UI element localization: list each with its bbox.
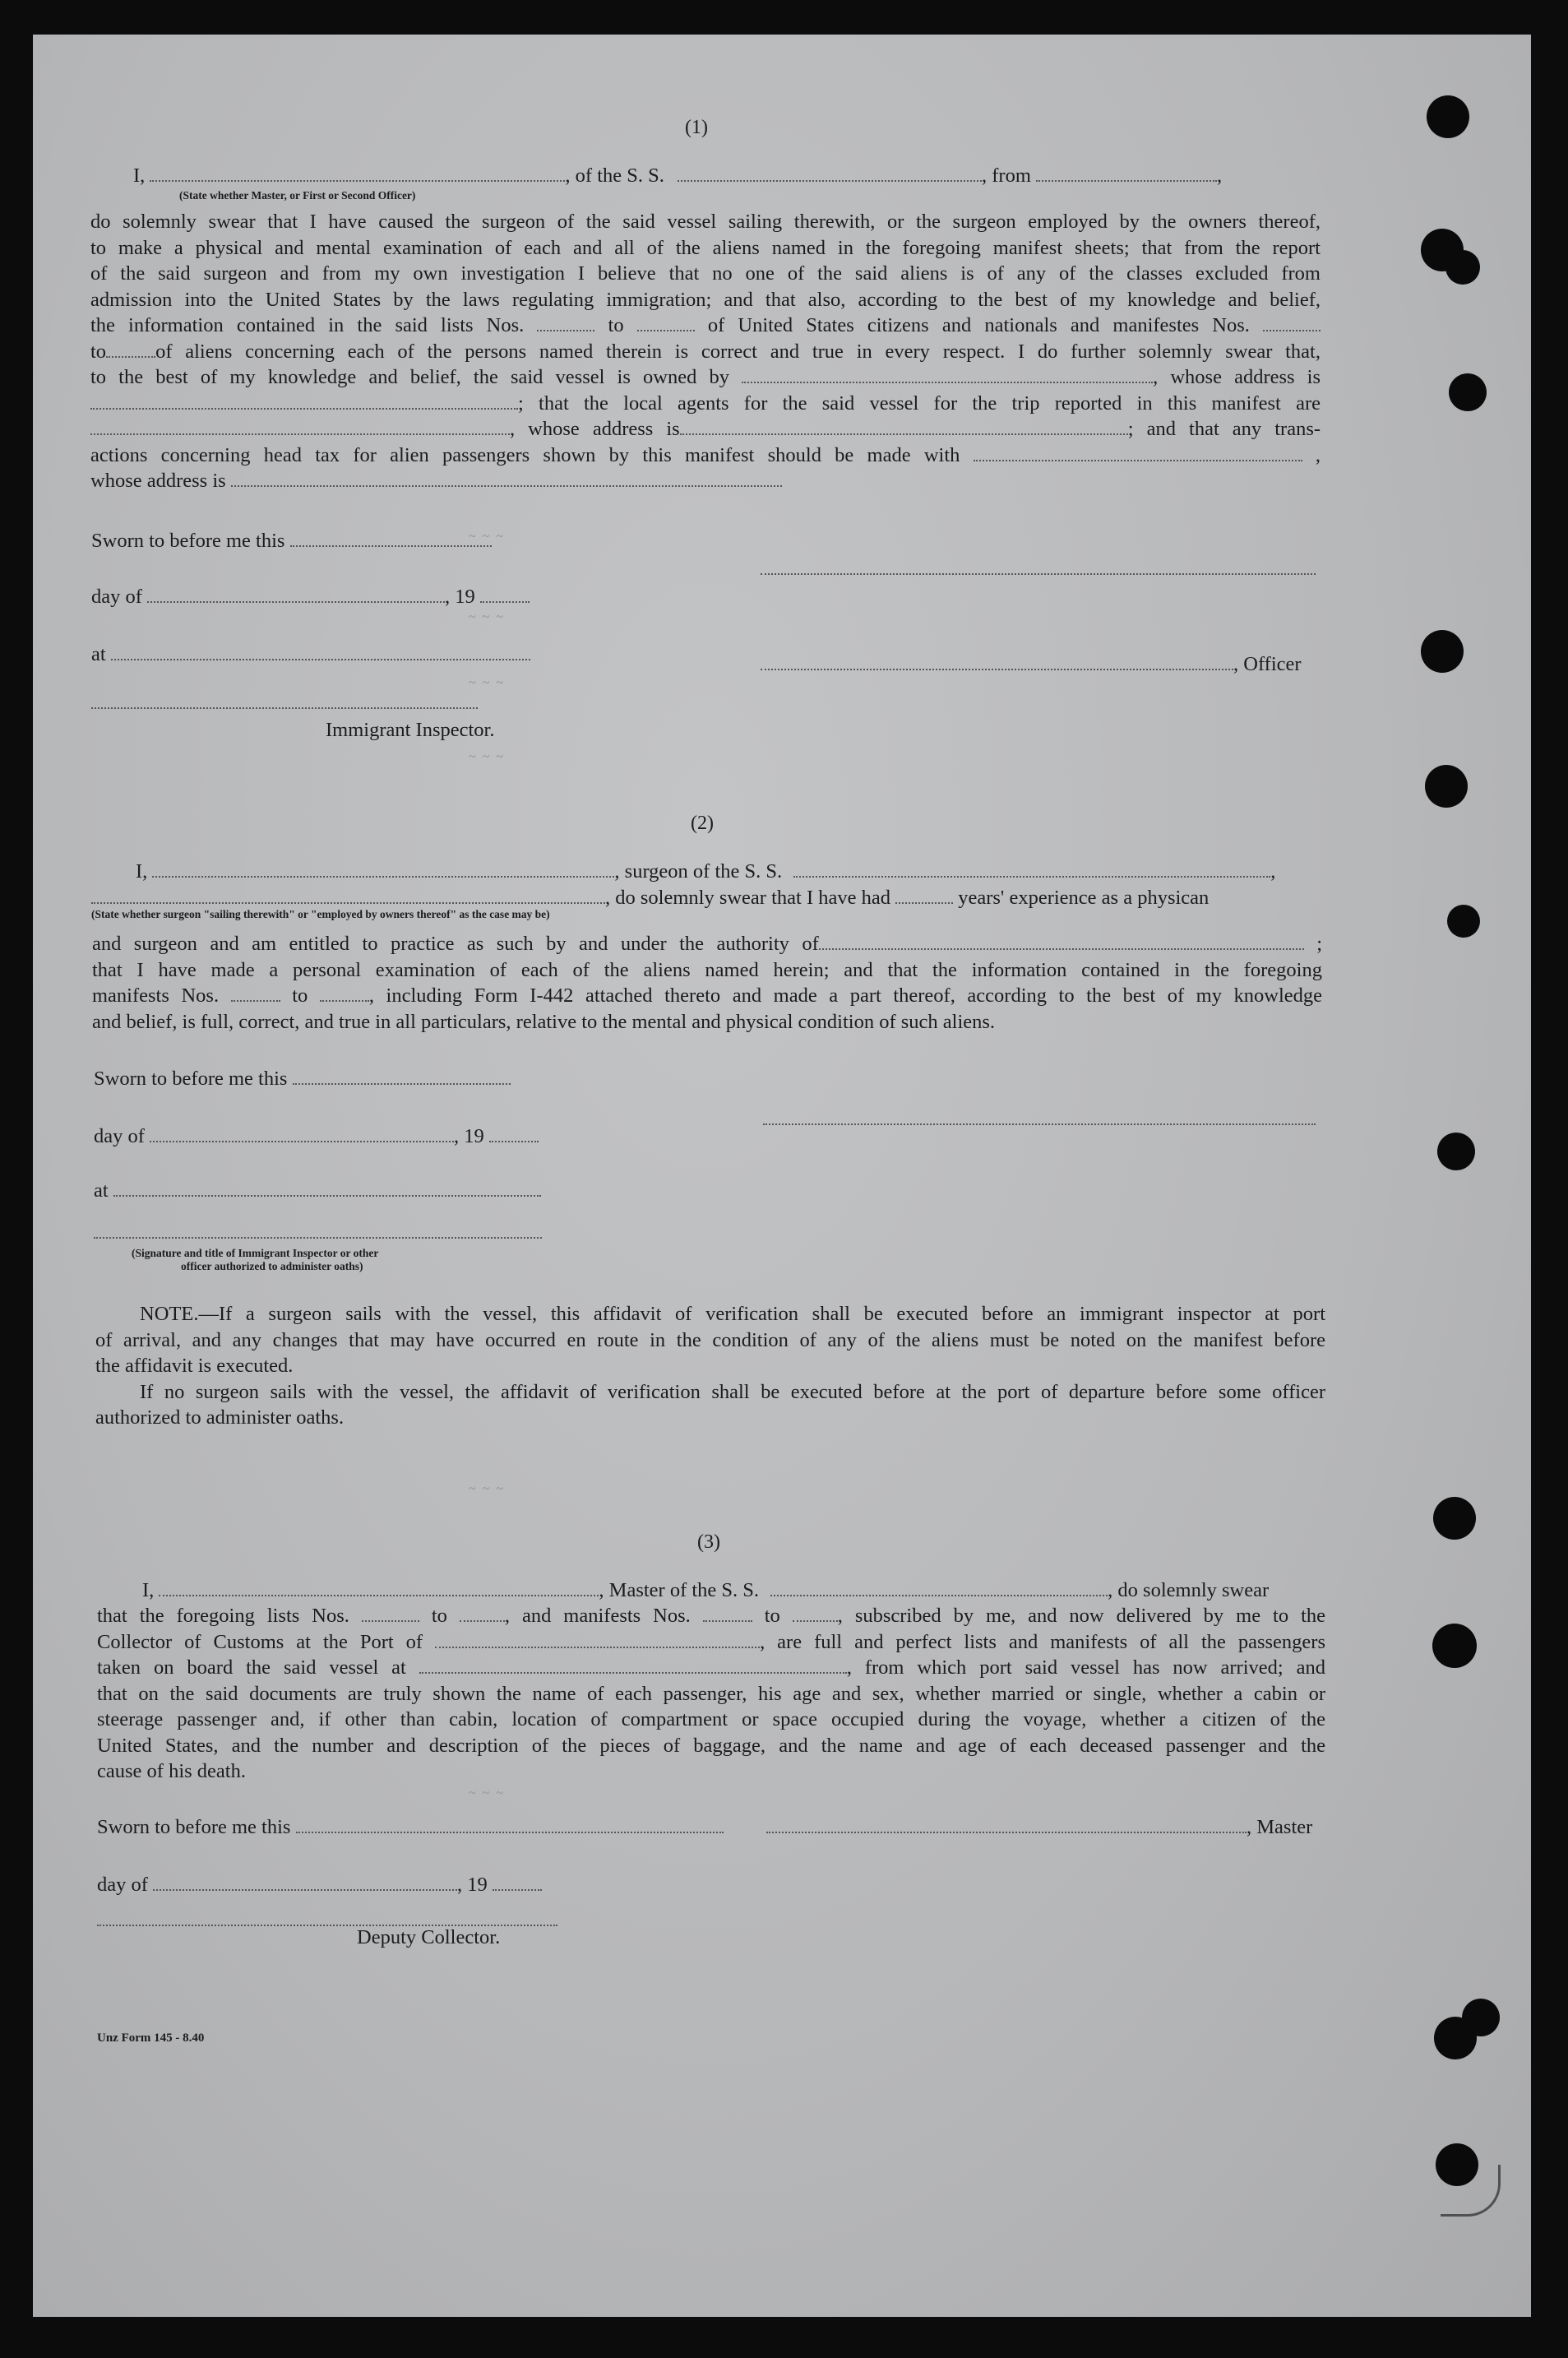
years-field[interactable] xyxy=(895,887,953,904)
day-of-line: day of , 19 xyxy=(97,1872,542,1897)
port-field[interactable] xyxy=(435,1632,760,1648)
day-of-line: day of , 19 xyxy=(91,584,530,609)
oath-line: that I have made a personal examination of each of the aliens named herein; and that the information contained in the foregoing xyxy=(92,958,1322,981)
manifests-from-field[interactable] xyxy=(231,985,280,1002)
note-line: NOTE.—If a surgeon sails with the vessel, this affidavit of verification shall be executed before an immigrant inspector at port xyxy=(140,1303,1325,1325)
binder-hole xyxy=(1421,630,1464,673)
oath-line: whose address is xyxy=(90,468,1321,494)
officer-line: , Officer xyxy=(761,651,1302,677)
agents-address-field[interactable] xyxy=(680,419,1128,435)
manifests-to-field[interactable] xyxy=(320,985,369,1002)
signature-note: (Signature and title of Immigrant Inspector or other xyxy=(132,1247,379,1259)
form-number: Unz Form 145 - 8.40 xyxy=(97,2031,205,2045)
surgeon-note: (State whether surgeon "sailing therewith" or "employed by owners thereof" as the case may be) xyxy=(91,908,550,920)
manifests-from-field[interactable] xyxy=(703,1605,752,1622)
section-1-oath xyxy=(90,209,1321,494)
place-field[interactable] xyxy=(113,1180,541,1197)
agents-field[interactable] xyxy=(90,419,510,435)
authority-field[interactable] xyxy=(819,933,1304,950)
month-field[interactable] xyxy=(147,586,445,603)
oath-line: actions concerning head tax for alien passengers shown by this manifest should be made with , xyxy=(90,443,1321,466)
vessel-name-field[interactable] xyxy=(678,165,982,182)
master-signature-field[interactable] xyxy=(766,1817,1247,1833)
oath-line: taken on board the said vessel at , from which port said vessel has now arrived; and xyxy=(97,1656,1326,1679)
lists-from-field[interactable] xyxy=(537,315,594,331)
oath-line: steerage passenger and, if other than cabin, location of compartment or space occupied during the voyage, whether a citizen of the xyxy=(97,1708,1325,1730)
manifests-to-field[interactable] xyxy=(793,1605,838,1622)
oath-line: United States, and the number and description of the pieces of baggage, and the name and age of each deceased passenger and the xyxy=(97,1734,1325,1757)
departure-port-field[interactable] xyxy=(1036,165,1217,182)
binder-hole xyxy=(1445,250,1480,285)
oath-line: that the foregoing lists Nos. to , and manifests Nos. to , subscribed by me, and now delivered by me to the xyxy=(97,1605,1326,1627)
stamp-smudge: ~ ~ ~ xyxy=(469,750,505,764)
sworn-day-field[interactable] xyxy=(296,1817,724,1833)
oath-line: that on the said documents are truly shown the name of each passenger, his age and sex, whether married or single, whether a cabin or xyxy=(97,1682,1325,1705)
lead-text: I, xyxy=(133,164,146,187)
binder-hole xyxy=(1425,765,1468,808)
of-ss-text: , of the S. S. xyxy=(565,164,664,187)
note-line: authorized to administer oaths. xyxy=(95,1406,345,1429)
year-field[interactable] xyxy=(489,1126,539,1142)
day-of-line: day of , 19 xyxy=(94,1123,539,1149)
surgeon-signature-line[interactable] xyxy=(763,1123,1316,1125)
section-3-master-line: I, , Master of the S. S. , do solemnly swear xyxy=(142,1579,1270,1601)
section-1-number: (1) xyxy=(685,117,708,138)
vessel-name-field[interactable] xyxy=(770,1580,1108,1596)
oath-line: the information contained in the said lists Nos. to of United States citizens and nationals and manifestes Nos. xyxy=(90,313,1321,339)
manifests-from-field[interactable] xyxy=(1263,315,1321,331)
owner-field[interactable] xyxy=(742,367,1153,383)
oath-line: to the best of my knowledge and belief, the said vessel is owned by , whose address is xyxy=(90,366,1321,388)
embarkation-port-field[interactable] xyxy=(419,1657,847,1674)
stamp-smudge: ~ ~ ~ xyxy=(469,676,505,690)
month-field[interactable] xyxy=(150,1126,454,1142)
vessel-name-field[interactable] xyxy=(793,861,1270,878)
stamp-smudge: ~ ~ ~ xyxy=(469,1786,505,1800)
owner-address-field[interactable] xyxy=(90,393,518,410)
surgeon-status-field[interactable] xyxy=(91,887,605,904)
binder-hole xyxy=(1437,1133,1475,1170)
section-3-oath xyxy=(97,1603,1325,1785)
oath-line: of the said surgeon and from my own investigation I believe that no one of the said aliens is of any of the classes excluded from xyxy=(90,262,1321,285)
oath-line: ; that the local agents for the said vessel for the trip reported in this manifest are xyxy=(90,391,1321,417)
oath-line: and belief, is full, correct, and true in all particulars, relative to the mental and physical condition of such aliens. xyxy=(92,1010,996,1033)
sworn-day-field[interactable] xyxy=(293,1068,511,1085)
margin-mark xyxy=(1441,2165,1501,2217)
year-field[interactable] xyxy=(493,1874,542,1891)
surgeon-name-field[interactable] xyxy=(152,861,614,878)
inspector-signature-line[interactable] xyxy=(91,707,478,709)
head-tax-address-field[interactable] xyxy=(231,470,782,487)
oath-line: admission into the United States by the laws regulating immigration; and that also, according to the best of my knowledge and belief, xyxy=(90,288,1321,311)
name-field[interactable] xyxy=(150,165,565,182)
deputy-collector-title: Deputy Collector. xyxy=(357,1926,501,1948)
sworn-line: Sworn to before me this xyxy=(94,1066,511,1091)
rank-note: (State whether Master, or First or Second Officer) xyxy=(179,189,416,202)
section-2-surgeon-line: I, , surgeon of the S. S. , xyxy=(136,860,1276,883)
head-tax-contact-field[interactable] xyxy=(974,445,1302,461)
year-field[interactable] xyxy=(480,586,530,603)
sworn-line: Sworn to before me this xyxy=(97,1814,724,1840)
lists-to-field[interactable] xyxy=(460,1605,505,1622)
section-2-number: (2) xyxy=(691,813,714,834)
signature-note: officer authorized to administer oaths) xyxy=(181,1260,363,1272)
oath-line: to make a physical and mental examination of each and all of the aliens named in the foregoing manifest sheets; that from the report xyxy=(90,236,1321,259)
note-paragraph xyxy=(95,1301,1325,1431)
oath-line: do solemnly swear that I have caused the surgeon of the said vessel sailing therewith, or the surgeon employed by the owners thereof, xyxy=(90,211,1321,233)
oath-line: Collector of Customs at the Port of , are full and perfect lists and manifests of all the passengers xyxy=(97,1630,1325,1653)
oath-line: , whose address is ; and that any trans- xyxy=(90,416,1321,442)
lists-from-field[interactable] xyxy=(362,1605,419,1622)
oath-line: manifests Nos. to , including Form I-442 attached thereto and made a part thereof, according to the best of my knowledge xyxy=(92,984,1323,1007)
section-1-master-line: I, , of the S. S. , from , xyxy=(133,164,1223,187)
stamp-smudge: ~ ~ ~ xyxy=(469,1482,505,1496)
form-sheet xyxy=(33,35,1531,2317)
master-name-field[interactable] xyxy=(159,1580,599,1596)
binder-hole xyxy=(1447,905,1480,938)
note-line: If no surgeon sails with the vessel, the affidavit of verification shall be executed before at the port of departure before some officer xyxy=(140,1380,1325,1403)
at-line: at xyxy=(91,642,530,667)
master-signature-line: , Master xyxy=(766,1814,1312,1840)
section-2-swear-line: , do solemnly swear that I have had years' experience as a physican xyxy=(91,885,1209,910)
signature-line[interactable] xyxy=(761,573,1316,575)
note-line: the affidavit is executed. xyxy=(95,1355,294,1377)
section-3-number: (3) xyxy=(697,1531,720,1553)
officer-signature-field[interactable] xyxy=(761,654,1233,670)
place-field[interactable] xyxy=(111,644,530,660)
month-field[interactable] xyxy=(153,1874,457,1891)
binder-hole xyxy=(1427,95,1469,138)
oath-line: to of aliens concerning each of the persons named therein is correct and true in every respect. I do further solemnly swear that, xyxy=(90,340,1321,363)
oath-line: cause of his death. xyxy=(97,1760,246,1782)
at-line: at xyxy=(94,1178,541,1203)
binder-hole xyxy=(1432,1624,1477,1668)
section-2-oath xyxy=(92,931,1322,1035)
stamp-smudge: ~ ~ ~ xyxy=(469,610,505,624)
binder-hole xyxy=(1433,1497,1476,1540)
inspector-signature-line[interactable] xyxy=(94,1237,542,1239)
sworn-day-field[interactable] xyxy=(290,530,492,547)
lists-to-field[interactable] xyxy=(637,315,695,331)
from-text: , from xyxy=(982,164,1031,187)
stamp-smudge: ~ ~ ~ xyxy=(469,530,505,544)
note-line: of arrival, and any changes that may have occurred en route in the condition of any of the aliens must be noted on the manifest before xyxy=(95,1328,1325,1351)
manifests-to-field[interactable] xyxy=(106,341,155,358)
inspector-title: Immigrant Inspector. xyxy=(326,719,495,741)
binder-hole xyxy=(1449,373,1487,411)
oath-line: and surgeon and am entitled to practice as such by and under the authority of ; xyxy=(92,933,1322,955)
sworn-line: Sworn to before me this xyxy=(91,528,492,554)
binder-hole xyxy=(1462,1999,1500,2036)
